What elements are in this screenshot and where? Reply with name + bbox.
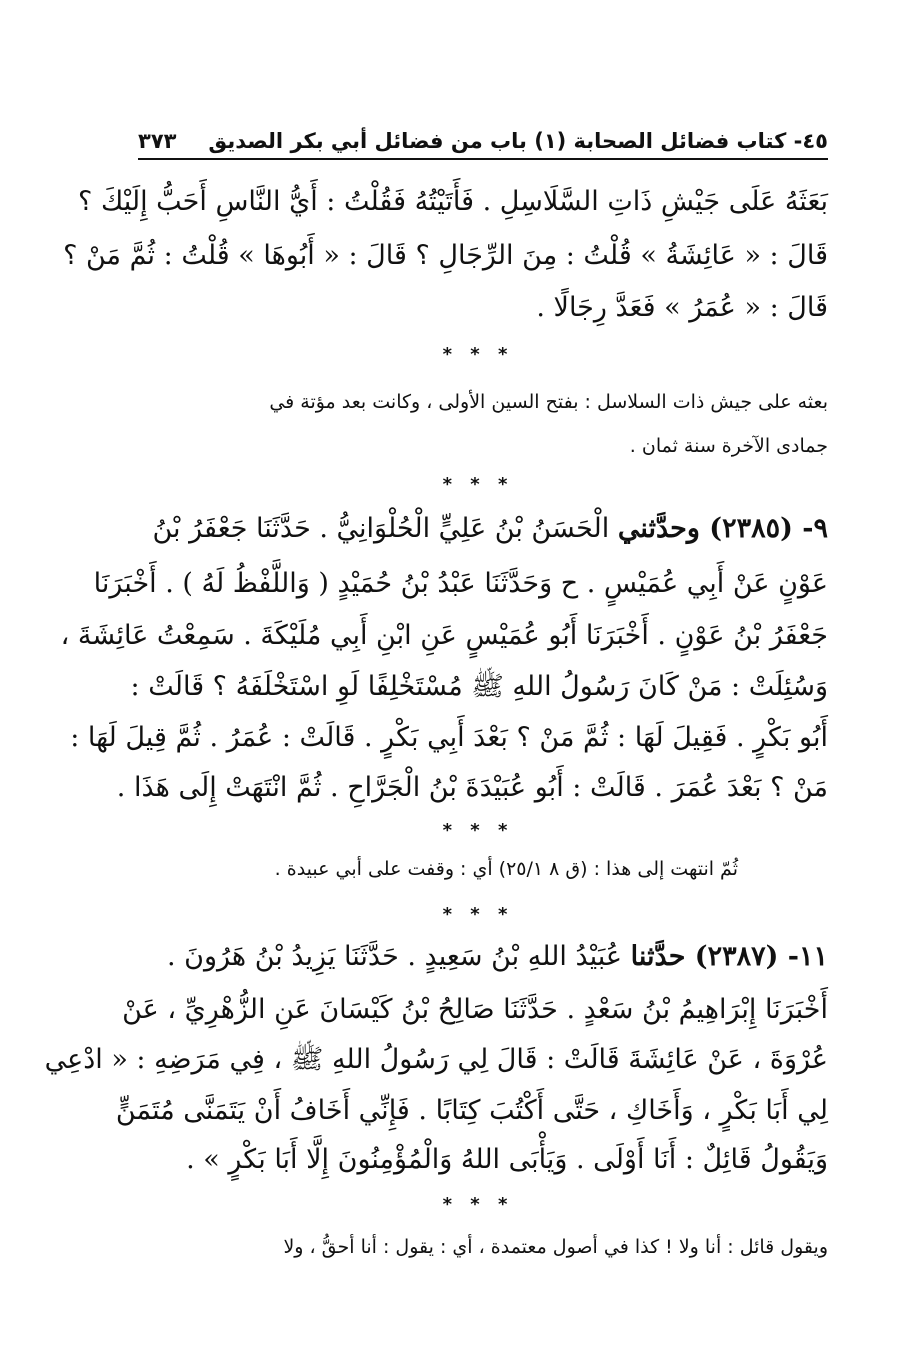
text-line: مَنْ ؟ بَعْدَ عُمَرَ . قَالَتْ : أَبُو عُبَيْدَةَ بْنُ الْجَرَّاحِ . ثُمَّ انْتَهَتْ إِلَى هَذَا . bbox=[116, 772, 828, 803]
text-line: قَالَ : « عُمَرُ » فَعَدَّ رِجَالًا . bbox=[536, 292, 828, 323]
hadith-number: ١١- (٢٣٨٧) حدَّثنا bbox=[630, 941, 828, 972]
footnote-line: بعثه على جيش ذات السلاسل : بفتح السين الأولى ، وكانت بعد مؤتة في bbox=[269, 391, 828, 413]
text-line: عَوْنٍ عَنْ أَبِي عُمَيْسٍ . ح وَحَدَّثَنَا عَبْدُ بْنُ حُمَيْدٍ ( وَاللَّفْظُ لَهُ ) . أَخْبَرَنَا bbox=[93, 568, 828, 599]
footnote-line: ثُمّ انتهت إلى هذا : (ق ٨ ٢٥/١) أي : وقفت على أبي عبيدة . bbox=[274, 858, 738, 880]
text-line: قَالَ : « عَائِشَةُ » قُلْتُ : مِنَ الرِّجَالِ ؟ قَالَ : « أَبُوهَا » قُلْتُ : ثُمَّ مَنْ ؟ bbox=[63, 240, 828, 271]
text-line: وَيَقُولُ قَائِلٌ : أَنَا أَوْلَى . وَيَأْبَى اللهُ وَالْمُؤْمِنُونَ إِلَّا أَبَا بَكْرٍ » . bbox=[186, 1144, 828, 1175]
section-separator: * * * bbox=[442, 820, 514, 841]
text-line: بَعَثَهُ عَلَى جَيْشِ ذَاتِ السَّلَاسِلِ . فَأَتَيْتُهُ فَقُلْتُ : أَيُّ النَّاسِ أَحَبُّ إِلَيْكَ ؟ bbox=[78, 186, 828, 217]
hadith-heading-line bbox=[138, 515, 828, 542]
hadith-number: ٩- (٢٣٨٥) وحدَّثني bbox=[617, 513, 828, 544]
text-line: أَبُو بَكْرٍ . فَقِيلَ لَهَا : ثُمَّ مَنْ ؟ بَعْدَ أَبِي بَكْرٍ . قَالَتْ : عُمَرُ . ثُمَّ قِيلَ لَهَا : bbox=[70, 722, 828, 753]
hadith-text: عُبَيْدُ اللهِ بْنُ سَعِيدٍ . حَدَّثَنَا يَزِيدُ بْنُ هَرُونَ . bbox=[166, 941, 623, 972]
section-separator: * * * bbox=[442, 474, 514, 495]
section-separator: * * * bbox=[442, 1194, 514, 1215]
text-line: عُرْوَةَ ، عَنْ عَائِشَةَ قَالَتْ : قَالَ لِي رَسُولُ اللهِ ﷺ ، فِي مَرَضِهِ : « ادْعِي bbox=[44, 1044, 828, 1075]
text-line: وَسُئِلَتْ : مَنْ كَانَ رَسُولُ اللهِ ﷺ مُسْتَخْلِفًا لَوِ اسْتَخْلَفَهُ ؟ قَالَتْ : bbox=[130, 671, 828, 702]
running-header bbox=[138, 112, 828, 152]
section-separator: * * * bbox=[442, 344, 514, 365]
hadith-heading-line bbox=[138, 943, 828, 970]
text-line: أَخْبَرَنَا إِبْرَاهِيمُ بْنُ سَعْدٍ . حَدَّثَنَا صَالِحُ بْنُ كَيْسَانَ عَنِ الزُّهْرِيِّ ، عَنْ bbox=[122, 994, 828, 1025]
chapter-title: ٤٥- كتاب فضائل الصحابة (١) باب من فضائل أبي بكر الصديق bbox=[208, 129, 828, 153]
footnote-line: جمادى الآخرة سنة ثمان . bbox=[629, 435, 828, 457]
header-divider bbox=[138, 158, 828, 160]
text-line: جَعْفَرُ بْنُ عَوْنٍ . أَخْبَرَنَا أَبُو عُمَيْسٍ عَنِ ابْنِ أَبِي مُلَيْكَةَ . سَمِعْتُ عَائِشَةَ ، bbox=[60, 620, 828, 651]
hadith-text: الْحَسَنُ بْنُ عَلِيٍّ الْحُلْوَانِيُّ . حَدَّثَنَا جَعْفَرُ بْنُ bbox=[152, 513, 610, 544]
text-line: لِي أَبَا بَكْرٍ ، وَأَخَاكِ ، حَتَّى أَكْتُبَ كِتَابًا . فَإِنِّي أَخَافُ أَنْ يَتَمَنَّى مُتَمَنٍّ bbox=[115, 1095, 828, 1126]
page-number: ٣٧٣ bbox=[138, 129, 177, 153]
section-separator: * * * bbox=[442, 904, 514, 925]
footnote-line: ويقول قائل : أنا ولا ! كذا في أصول معتمدة ، أي : يقول : أنا أحقُّ ، ولا bbox=[283, 1236, 828, 1258]
